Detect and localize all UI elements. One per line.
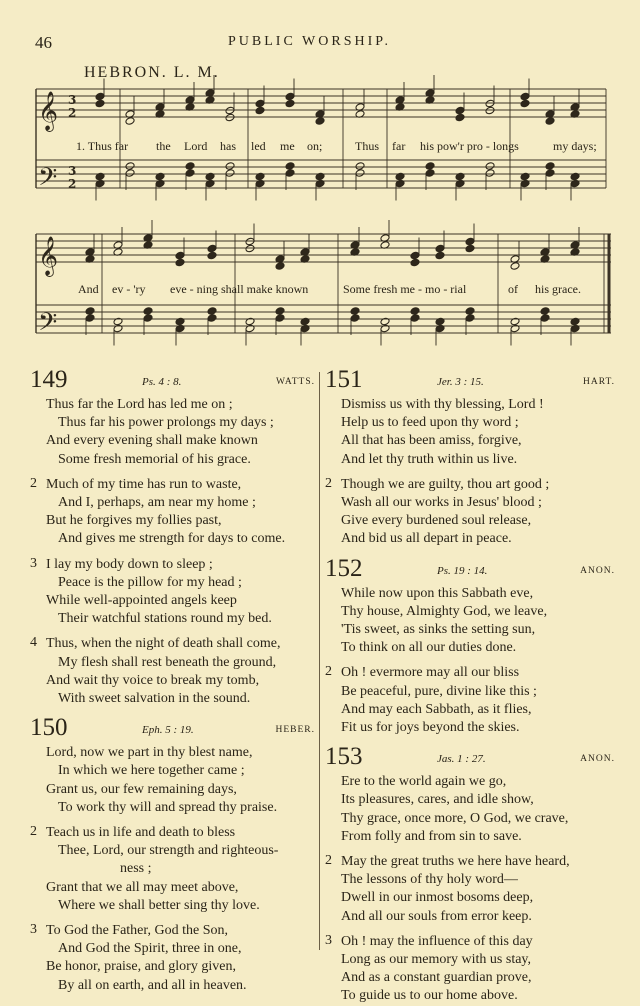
note-head <box>175 324 185 333</box>
hymn-line: Give every burdened soul release, <box>341 513 532 529</box>
hymn-line: From folly and from sin to save. <box>341 828 522 844</box>
note-head <box>485 162 495 171</box>
scripture-reference: Eph. 5 : 19. <box>142 724 194 737</box>
hymn-152 <box>325 554 615 738</box>
hymn-number: 150 <box>30 714 68 742</box>
note-head <box>350 307 360 316</box>
hymn-line: Be peaceful, pure, divine like this ; <box>341 683 537 699</box>
hymn-line: Wash all our works in Jesus' blood ; <box>341 495 542 511</box>
note-head <box>207 314 217 323</box>
scripture-reference: Jas. 1 : 27. <box>437 753 486 766</box>
note-head <box>395 179 405 188</box>
hymn-line: And God the Spirit, three in one, <box>58 941 242 957</box>
hymn-line: Teach us in life and death to bless <box>46 825 236 841</box>
hymn-line: Peace is the pillow for my head ; <box>58 574 242 590</box>
note-head <box>143 307 153 316</box>
note-head <box>85 314 95 323</box>
lyric-syllable: Some fresh me - mo - rial <box>343 282 467 296</box>
bass-clef: 𝄢 <box>38 163 58 198</box>
hymn-line: And let thy truth within us live. <box>341 451 518 467</box>
hymn-author: WATTS. <box>276 377 315 387</box>
hymn-line: Where we shall better sing thy love. <box>58 897 260 913</box>
tune-title: HEBRON. L. M. <box>84 64 220 81</box>
note-head <box>520 99 530 108</box>
hymn-line: And I, perhaps, am near my home ; <box>58 495 256 511</box>
hymn-line: While now upon this Sabbath eve, <box>341 585 534 601</box>
hymn-line: And all our souls from error keep. <box>341 908 532 924</box>
hymn-line: In which we here together came ; <box>58 763 245 779</box>
note-head <box>510 324 520 333</box>
note-head <box>125 169 135 178</box>
note-head <box>465 314 475 323</box>
note-head <box>95 92 105 101</box>
stanza-number: 3 <box>30 555 37 571</box>
lyric-syllable: my days; <box>553 139 597 153</box>
time-signature: 2 <box>68 106 77 120</box>
note-head <box>435 251 445 260</box>
stanza-number: 2 <box>325 664 332 680</box>
hymn-line: ness ; <box>120 861 152 877</box>
note-head <box>155 179 165 188</box>
hymn-line: I lay my body down to sleep ; <box>46 556 213 572</box>
stanza <box>325 585 615 658</box>
note-head <box>455 172 465 181</box>
note-head <box>125 162 135 171</box>
lyric-syllable: Thus <box>355 139 379 153</box>
hymn-author: ANON. <box>580 754 615 765</box>
hymn-line: To think on all our duties done. <box>341 640 517 656</box>
stanza-number: 3 <box>325 932 332 948</box>
note-head <box>570 317 580 326</box>
scripture-reference: Ps. 19 : 14. <box>437 564 488 577</box>
stanza <box>325 933 615 1006</box>
note-head <box>255 179 265 188</box>
note-head <box>510 317 520 326</box>
note-head <box>207 307 217 316</box>
hymn-line: And may each Sabbath, as it flies, <box>341 701 532 717</box>
note-head <box>205 172 215 181</box>
hymn-line: The lessons of thy holy word— <box>341 872 518 888</box>
hymn-line: Thus far the Lord has led me on ; <box>46 397 233 412</box>
note-head <box>275 314 285 323</box>
stanza-number: 2 <box>30 475 37 491</box>
note-head <box>285 162 295 171</box>
note-head <box>540 307 550 316</box>
music-score <box>0 0 640 370</box>
lyric-syllable: me <box>280 139 295 153</box>
note-head <box>255 99 265 108</box>
hymn-line: Thy grace, once more, O God, we crave, <box>341 810 569 826</box>
lyric-syllable: of <box>508 282 518 296</box>
hymn-153 <box>325 743 615 1005</box>
hymn-line: Thus, when the night of death shall come, <box>46 636 281 652</box>
hymn-line: Thy house, Almighty God, we leave, <box>341 603 548 619</box>
note-head <box>225 162 235 171</box>
hymn-line: Oh ! evermore may all our bliss <box>341 665 520 681</box>
lyric-syllable: eve - ning shall make known <box>170 282 309 296</box>
note-head <box>410 258 420 267</box>
hymn-line: Grant that we all may meet above, <box>46 879 239 895</box>
note-head <box>355 169 365 178</box>
time-signature: 3 <box>68 93 77 107</box>
hymn-line: Its pleasures, cares, and idle show, <box>341 792 534 808</box>
note-head <box>175 251 185 260</box>
hymn-line: But he forgives my follies past, <box>46 513 222 529</box>
stanza <box>30 922 315 995</box>
note-head <box>510 262 520 271</box>
treble-clef: 𝄞 <box>38 236 59 276</box>
hymn-line: Though we are guilty, thou art good ; <box>341 476 550 492</box>
note-head <box>570 324 580 333</box>
note-head <box>245 317 255 326</box>
note-head <box>425 169 435 178</box>
note-head <box>185 162 195 171</box>
note-head <box>315 179 325 188</box>
note-head <box>545 169 555 178</box>
time-signature: 2 <box>68 177 77 191</box>
note-head <box>540 314 550 323</box>
lyric-syllable: far <box>392 139 406 153</box>
note-head <box>380 324 390 333</box>
hymn-line: While well-appointed angels keep <box>46 593 237 609</box>
note-head <box>455 113 465 122</box>
stanza <box>30 556 315 629</box>
hymn-author: HEBER. <box>275 725 315 736</box>
hymn-line: To God the Father, God the Son, <box>46 923 228 939</box>
running-title: PUBLIC WORSHIP. <box>228 34 391 49</box>
hymn-151 <box>325 366 615 549</box>
note-head <box>245 244 255 253</box>
hymn-line: May the great truths we here have heard, <box>341 854 570 870</box>
note-head <box>125 117 135 126</box>
stanza-number: 2 <box>325 853 332 869</box>
hymn-line: And wait thy voice to break my tomb, <box>46 672 260 688</box>
lyric-syllable: And <box>78 282 99 296</box>
hymn-line: To work thy will and spread thy praise. <box>58 799 278 815</box>
hymn-line: Much of my time has run to waste, <box>46 476 242 492</box>
note-head <box>207 244 217 253</box>
hymn-line: Dwell in our inmost bosoms deep, <box>341 890 534 906</box>
left-column <box>30 366 315 995</box>
hymn-line: Long as our memory with us stay, <box>341 952 532 968</box>
hymn-author: ANON. <box>580 565 615 576</box>
note-head <box>435 324 445 333</box>
note-head <box>155 172 165 181</box>
stanza <box>30 824 315 915</box>
note-head <box>225 169 235 178</box>
hymn-line: And bid us all depart in peace. <box>341 531 512 547</box>
note-head <box>205 179 215 188</box>
hymn-line: 'Tis sweet, as sinks the setting sun, <box>341 622 536 638</box>
hymn-line: Dismiss us with thy blessing, Lord ! <box>341 397 544 412</box>
note-head <box>113 317 123 326</box>
hymn-line: And every evening shall make known <box>46 433 258 449</box>
hymn-line: Help us to feed upon thy word ; <box>341 415 519 431</box>
note-head <box>435 244 445 253</box>
stanza-number: 2 <box>30 824 37 840</box>
hymn-line: Oh ! may the influence of this day <box>341 933 533 949</box>
note-head <box>545 117 555 126</box>
note-head <box>410 314 420 323</box>
note-head <box>95 99 105 108</box>
hymn-line: All that has been amiss, forgive, <box>341 433 522 449</box>
note-head <box>175 258 185 267</box>
hymn-150 <box>30 714 315 995</box>
hymn-line: And as a constant guardian prove, <box>341 970 532 986</box>
stanza-number: 2 <box>325 475 332 491</box>
stanza <box>30 744 315 817</box>
lyric-syllable: his pow'r pro - longs <box>420 139 519 153</box>
note-head <box>465 244 475 253</box>
lyric-syllable: on; <box>307 139 323 153</box>
note-head <box>175 317 185 326</box>
note-head <box>410 307 420 316</box>
stanza <box>30 476 315 549</box>
stanza <box>325 853 615 926</box>
right-column <box>325 366 615 1006</box>
hymn-line: Ere to the world again we go, <box>341 774 507 790</box>
note-head <box>520 172 530 181</box>
note-head <box>435 317 445 326</box>
note-head <box>545 162 555 171</box>
note-head <box>207 251 217 260</box>
stanza-number: 4 <box>30 635 37 651</box>
note-head <box>570 172 580 181</box>
hymn-line: Thee, Lord, our strength and righteous- <box>58 843 279 859</box>
note-head <box>485 169 495 178</box>
note-head <box>485 106 495 115</box>
note-head <box>455 106 465 115</box>
note-head <box>275 307 285 316</box>
note-head <box>285 92 295 101</box>
lyric-syllable: ev - 'ry <box>112 282 146 296</box>
hymn-line: Fit us for joys beyond the skies. <box>341 720 520 736</box>
note-head <box>255 106 265 115</box>
note-head <box>350 314 360 323</box>
note-head <box>225 106 235 115</box>
note-head <box>425 162 435 171</box>
note-head <box>113 324 123 333</box>
note-head <box>520 92 530 101</box>
hymn-line: Thus far his power prolongs my days ; <box>58 415 274 431</box>
note-head <box>245 237 255 246</box>
hymn-line: Grant us, our few remaining days, <box>46 781 237 797</box>
hymn-line: And gives me strength for days to come. <box>58 531 286 547</box>
note-head <box>225 113 235 122</box>
stanza <box>325 396 615 469</box>
note-head <box>520 179 530 188</box>
scripture-reference: Jer. 3 : 15. <box>437 376 484 388</box>
stanza <box>30 396 315 469</box>
stanza-number: 3 <box>30 922 37 938</box>
hymn-line: Lord, now we part in thy blest name, <box>46 745 253 761</box>
note-head <box>465 237 475 246</box>
note-head <box>143 314 153 323</box>
hymn-line: To guide us to our home above. <box>341 988 518 1004</box>
note-head <box>315 172 325 181</box>
note-head <box>410 251 420 260</box>
note-head <box>285 99 295 108</box>
note-head <box>300 324 310 333</box>
note-head <box>275 262 285 271</box>
stanza <box>325 664 615 737</box>
lyric-syllable: his grace. <box>535 282 581 296</box>
hymn-author: HART. <box>583 377 615 387</box>
hymn-149 <box>30 366 315 708</box>
lyric-syllable: Lord <box>184 139 208 153</box>
time-signature: 3 <box>68 164 77 178</box>
note-head <box>485 99 495 108</box>
hymn-line: Be honor, praise, and glory given, <box>46 959 236 975</box>
note-head <box>395 172 405 181</box>
stanza <box>30 635 315 708</box>
note-head <box>380 317 390 326</box>
lyric-syllable: has <box>220 139 236 153</box>
note-head <box>95 172 105 181</box>
page-number: 46 <box>35 33 52 52</box>
note-head <box>255 172 265 181</box>
lyric-syllable: led <box>251 139 266 153</box>
bass-clef: 𝄢 <box>38 308 58 343</box>
lyric-syllable: the <box>156 139 171 153</box>
note-head <box>245 324 255 333</box>
note-head <box>455 179 465 188</box>
lyric-syllable: 1. Thus far <box>76 139 129 153</box>
note-head <box>185 169 195 178</box>
hymn-line: Their watchful stations round my bed. <box>58 611 272 627</box>
hymn-line: By all on earth, and all in heaven. <box>58 977 247 993</box>
hymn-number: 152 <box>325 554 363 582</box>
note-head <box>570 179 580 188</box>
hymn-number: 153 <box>325 743 363 771</box>
note-head <box>95 179 105 188</box>
hymn-number: 151 <box>325 366 363 393</box>
hymn-line: With sweet salvation in the sound. <box>58 691 251 707</box>
stanza <box>325 773 615 846</box>
treble-clef: 𝄞 <box>38 91 59 131</box>
note-head <box>315 117 325 126</box>
note-head <box>355 162 365 171</box>
note-head <box>465 307 475 316</box>
hymn-line: My flesh shall rest beneath the ground, <box>58 654 277 670</box>
note-head <box>300 317 310 326</box>
note-head <box>285 169 295 178</box>
hymn-line: Some fresh memorial of his grace. <box>58 451 251 467</box>
hymn-number: 149 <box>30 366 68 393</box>
note-head <box>85 307 95 316</box>
scripture-reference: Ps. 4 : 8. <box>142 376 182 388</box>
stanza <box>325 476 615 549</box>
